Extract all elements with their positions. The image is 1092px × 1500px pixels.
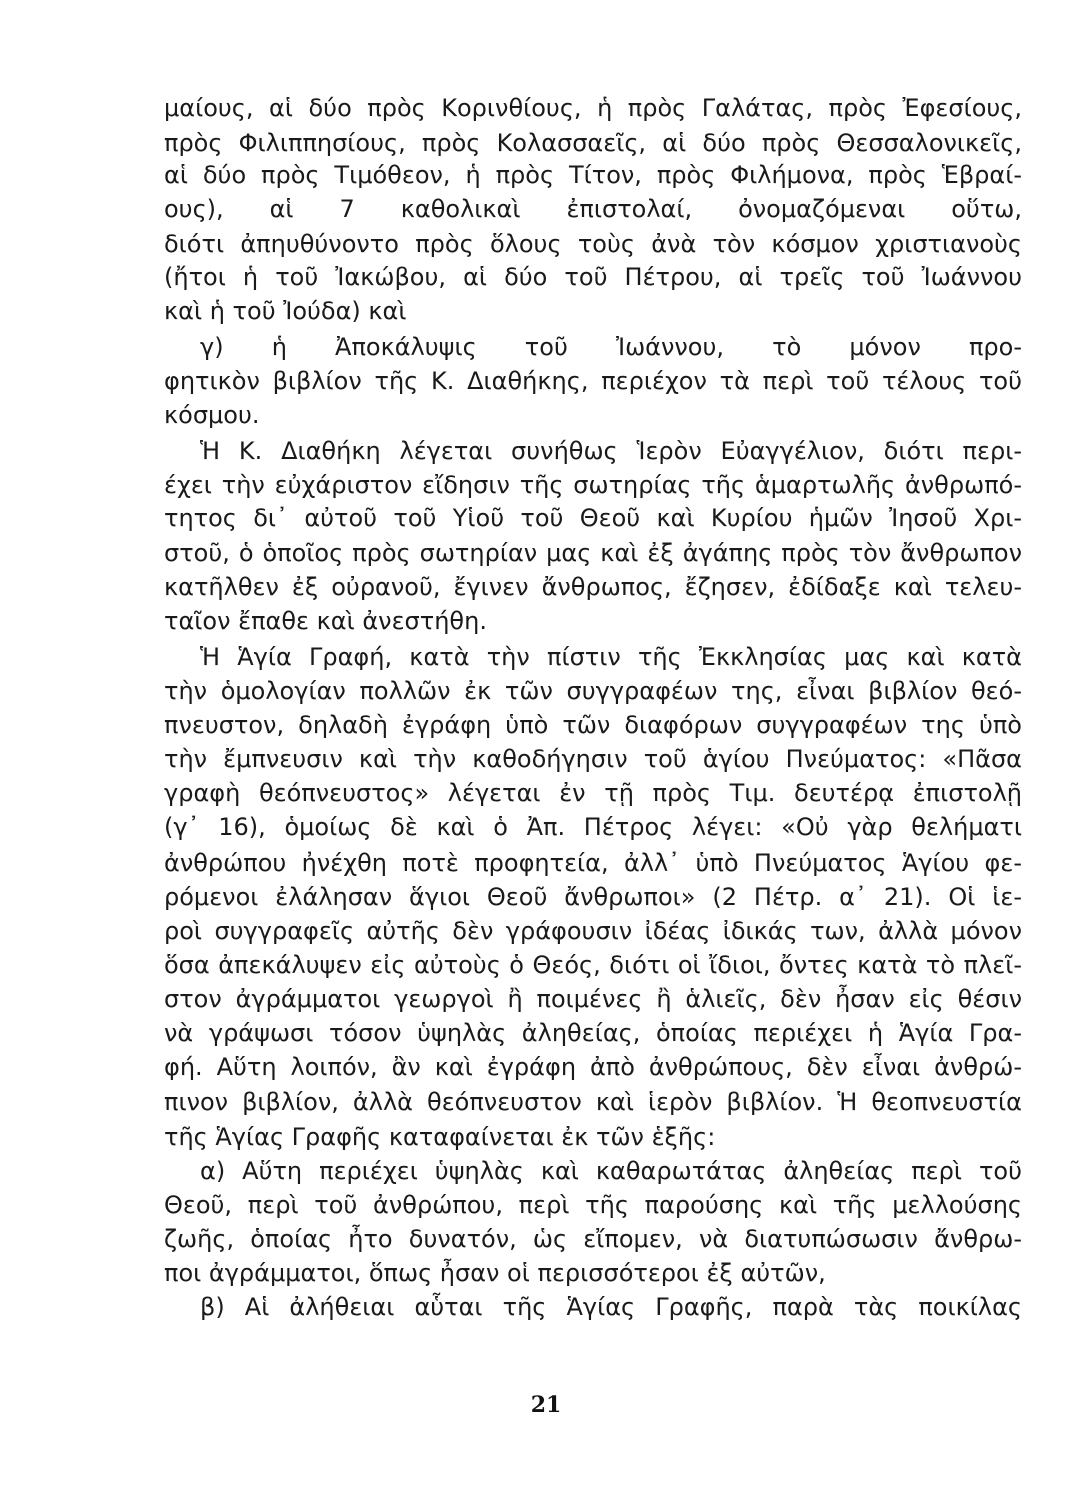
text-line: καὶ ἡ τοῦ Ἰούδα) καὶ	[164, 297, 407, 325]
text-line: φητικὸν βιβλίον τῆς Κ. Διαθήκης, περιέχον τὰ περὶ τοῦ τέλους τοῦ	[164, 367, 1022, 395]
text-line: ἀνθρώπου ἠνέχθη ποτὲ προφητεία, ἀλλ᾽ ὑπὸ Πνεύματος Ἁγίου φε-	[164, 849, 1022, 877]
text-line: Ἡ Ἁγία Γραφή, κατὰ τὴν πίστιν τῆς Ἐκκλησίας μας καὶ κατὰ	[200, 643, 1022, 671]
text-line: τὴν ὁμολογίαν πολλῶν ἐκ τῶν συγγραφέων της, εἶναι βιβλίον θεό-	[164, 677, 1022, 705]
text-line: γ) ἡ Ἀποκάλυψις τοῦ Ἰωάννου, τὸ μόνον προ-	[200, 333, 1022, 361]
text-line: ους), αἱ 7 καθολικαὶ ἐπιστολαί, ὀνομαζόμεναι οὕτω,	[164, 195, 1022, 223]
text-line: τὴν ἔμπνευσιν καὶ τὴν καθοδήγησιν τοῦ ἁγίου Πνεύματος: «Πᾶσα	[164, 745, 1022, 773]
text-line: φή. Αὕτη λοιπόν, ἂν καὶ ἐγράφη ἀπὸ ἀνθρώπους, δὲν εἶναι ἀνθρώ-	[164, 1053, 1022, 1081]
text-line: τητος δι᾽ αὐτοῦ τοῦ Υἱοῦ τοῦ Θεοῦ καὶ Κυρίου ἡμῶν Ἰησοῦ Χρι-	[164, 504, 1022, 532]
page-number: 21	[530, 1392, 562, 1418]
text-line: πινον βιβλίον, ἀλλὰ θεόπνευστον καὶ ἱερὸν βιβλίον. Ἡ θεοπνευστία	[164, 1088, 1022, 1116]
text-line: στον ἀγράμματοι γεωργοὶ ἢ ποιμένες ἢ ἁλιεῖς, δὲν ἦσαν εἰς θέσιν	[164, 985, 1022, 1013]
text-line: Θεοῦ, περὶ τοῦ ἀνθρώπου, περὶ τῆς παρούσης καὶ τῆς μελλούσης	[164, 1191, 1022, 1219]
text-line: ποι ἀγράμματοι, ὅπως ἦσαν οἱ περισσότεροι ἐξ αὐτῶν,	[164, 1259, 826, 1287]
text-line: κόσμου.	[164, 401, 260, 429]
text-line: τῆς Ἁγίας Γραφῆς καταφαίνεται ἐκ τῶν ἑξῆς:	[164, 1123, 716, 1151]
text-line: έχει τὴν εὐχάριστον εἴδησιν τῆς σωτηρίας τῆς ἁμαρτωλῆς ἀνθρωπό-	[164, 471, 1022, 499]
text-line: πνευστον, δηλαδὴ ἐγράφη ὑπὸ τῶν διαφόρων συγγραφέων της ὑπὸ	[164, 711, 1022, 739]
text-line: (ἤτοι ἡ τοῦ Ἰακώβου, αἱ δύο τοῦ Πέτρου, αἱ τρεῖς τοῦ Ἰωάννου	[164, 263, 1022, 291]
text-line: (γ᾽ 16), ὁμοίως δὲ καὶ ὁ Ἀπ. Πέτρος λέγει: «Οὐ γὰρ θελήματι	[164, 813, 1022, 841]
text-line: νὰ γράψωσι τόσον ὑψηλὰς ἀληθείας, ὁποίας περιέχει ἡ Ἁγία Γρα-	[164, 1019, 1022, 1047]
text-line: ρόμενοι ἐλάλησαν ἅγιοι Θεοῦ ἄνθρωποι» (2 Πέτρ. α᾽ 21). Οἱ ἱε-	[164, 883, 1022, 911]
text-line: διότι ἀπηυθύνοντο πρὸς ὅλους τοὺς ἀνὰ τὸν κόσμον χριστιανοὺς	[164, 230, 1022, 258]
text-line: αἱ δύο πρὸς Τιμόθεον, ἡ πρὸς Τίτον, πρὸς Φιλήμονα, πρὸς Ἑβραί-	[164, 161, 1022, 189]
text-line: β) Αἱ ἀλήθειαι αὗται τῆς Ἁγίας Γραφῆς, παρὰ τὰς ποικίλας	[200, 1293, 1022, 1321]
text-line: μαίους, αἱ δύο πρὸς Κορινθίους, ἡ πρὸς Γαλάτας, πρὸς Ἐφεσίους,	[164, 94, 1022, 122]
text-line: ροὶ συγγραφεῖς αὐτῆς δὲν γράφουσιν ἰδέας ἰδικάς των, ἀλλὰ μόνον	[164, 917, 1022, 945]
text-line: κατῆλθεν ἐξ οὐρανοῦ, ἔγινεν ἄνθρωπος, ἔζησεν, ἐδίδαξε καὶ τελευ-	[164, 573, 1022, 601]
text-line: ζωῆς, ὁποίας ἦτο δυνατόν, ὡς εἴπομεν, νὰ διατυπώσωσιν ἄνθρω-	[164, 1225, 1022, 1253]
text-line: ταῖον ἔπαθε καὶ ἀνεστήθη.	[164, 607, 487, 635]
text-line: γραφὴ θεόπνευστος» λέγεται ἐν τῇ πρὸς Τιμ. δευτέρᾳ ἐπιστολῇ	[164, 779, 1022, 807]
text-line: α) Αὕτη περιέχει ὑψηλὰς καὶ καθαρωτάτας ἀληθείας περὶ τοῦ	[200, 1157, 1022, 1185]
text-line: ὅσα ἀπεκάλυψεν εἰς αὐτοὺς ὁ Θεός, διότι οἱ ἴδιοι, ὄντες κατὰ τὸ πλεῖ-	[164, 951, 1022, 979]
text-line: πρὸς Φιλιππησίους, πρὸς Κολασσαεῖς, αἱ δύο πρὸς Θεσσαλονικεῖς,	[164, 129, 1022, 157]
text-line: στοῦ, ὁ ὁποῖος πρὸς σωτηρίαν μας καὶ ἐξ ἀγάπης πρὸς τὸν ἄνθρωπον	[164, 539, 1022, 567]
text-line: Ἡ Κ. Διαθήκη λέγεται συνήθως Ἱερὸν Εὐαγγέλιον, διότι περι-	[200, 437, 1022, 465]
